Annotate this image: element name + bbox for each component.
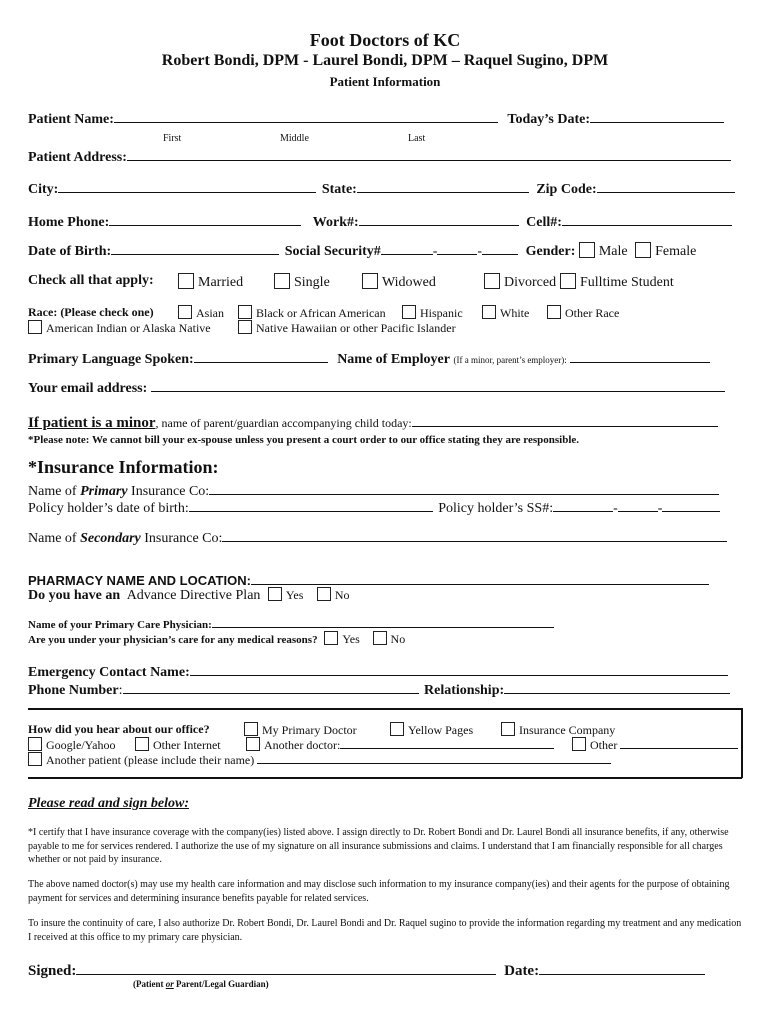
relationship-field[interactable]	[504, 679, 730, 694]
other-race-checkbox[interactable]	[547, 305, 561, 319]
single-checkbox[interactable]	[274, 273, 290, 289]
city-label: City:	[28, 182, 59, 197]
race-label: Race: (Please check one)	[28, 305, 154, 319]
patient-name-row	[28, 108, 742, 128]
race-row-1	[28, 305, 742, 320]
primary-word: Primary	[80, 484, 128, 499]
another-doctor-label: Another doctor:	[264, 738, 341, 752]
guardian-field[interactable]	[412, 412, 718, 427]
referral-box-top	[28, 708, 742, 710]
zip-label: Zip Code:	[536, 182, 597, 197]
married-label: Married	[198, 275, 244, 290]
pcp-row	[28, 616, 742, 631]
other-checkbox[interactable]	[572, 737, 586, 751]
first-sublabel: First	[163, 133, 182, 144]
emergency-field[interactable]	[190, 661, 728, 676]
secondary-insurance-co: Insurance Co:	[140, 531, 223, 546]
signature-row	[28, 960, 742, 980]
zip-field[interactable]	[597, 178, 735, 193]
native-hawaiian-label: Native Hawaiian or other Pacific Islander	[256, 321, 456, 335]
native-hawaiian-checkbox[interactable]	[238, 320, 252, 334]
dob-label: Date of Birth:	[28, 244, 112, 259]
referral-row-3	[28, 752, 742, 768]
holder-dob-label: Policy holder’s date of birth:	[28, 501, 189, 516]
male-checkbox[interactable]	[579, 242, 595, 258]
pcp-yes-checkbox[interactable]	[324, 631, 338, 645]
pcp-no-label: No	[390, 632, 406, 646]
gender-label: Gender:	[525, 244, 576, 259]
cell-label: Cell#:	[526, 215, 562, 230]
emergency-phone-label: Phone Number	[28, 683, 119, 698]
minor-label: If patient is a minor	[28, 415, 156, 431]
signer-note-pre: (Patient	[133, 979, 166, 989]
asian-checkbox[interactable]	[178, 305, 192, 319]
last-sublabel: Last	[408, 133, 426, 144]
secondary-name-of: Name of	[28, 531, 81, 546]
another-doctor-checkbox[interactable]	[246, 737, 260, 751]
directive-yes-label: Yes	[285, 588, 304, 602]
todays-date-label: Today’s Date:	[507, 112, 590, 127]
referral-row-2	[28, 737, 742, 753]
sign-heading: Please read and sign below:	[28, 796, 189, 811]
holder-ss-field-3[interactable]	[662, 497, 720, 512]
dob-row: Date of Birth: Social Security# - - Gender: Male Female	[28, 240, 742, 260]
google-label: Google/Yahoo	[46, 738, 116, 752]
pharmacy-label: PHARMACY NAME AND LOCATION:	[28, 573, 251, 588]
signer-note	[133, 979, 742, 989]
another-doctor-field[interactable]	[340, 737, 554, 749]
minor-note: *Please note: We cannot bill your ex-spouse unless you present a court order to our office stating they are responsible.	[28, 434, 580, 446]
widowed-checkbox[interactable]	[362, 273, 378, 289]
status-row	[28, 273, 742, 289]
date-label: Date:	[504, 963, 540, 979]
signer-note-or: or	[165, 979, 174, 989]
secondary-word: Secondary	[80, 531, 141, 546]
holder-ss-field-1[interactable]	[553, 497, 613, 512]
pcp-no-checkbox[interactable]	[373, 631, 387, 645]
ssn-label: Social Security#	[284, 244, 381, 259]
employer-field[interactable]	[570, 348, 710, 363]
holder-dob-field[interactable]	[189, 497, 433, 512]
directive-row	[28, 587, 742, 604]
cell-field[interactable]	[562, 211, 732, 226]
other-label: Other	[590, 738, 618, 752]
another-patient-checkbox[interactable]	[28, 752, 42, 766]
female-label: Female	[655, 244, 697, 259]
email-row	[28, 377, 742, 397]
directive-rest: Advance Directive Plan	[126, 588, 261, 603]
google-checkbox[interactable]	[28, 737, 42, 751]
holder-row: Policy holder’s date of birth: Policy holder’s SS#: - -	[28, 497, 742, 517]
todays-date-field[interactable]	[590, 108, 724, 123]
email-field[interactable]	[151, 377, 725, 392]
email-label: Your email address:	[28, 381, 148, 396]
my-primary-doctor-checkbox[interactable]	[244, 722, 258, 736]
another-patient-label: Another patient (please include their name)	[46, 753, 255, 767]
holder-ss-label: Policy holder’s SS#:	[438, 501, 554, 516]
fulltime-student-label: Fulltime Student	[580, 275, 674, 290]
pcp-question: Are you under your physician’s care for any medical reasons?	[28, 634, 318, 646]
divorced-checkbox[interactable]	[484, 273, 500, 289]
primary-name-of: Name of	[28, 484, 81, 499]
secondary-insurance-field[interactable]	[222, 527, 727, 542]
primary-insurance-co: Insurance Co:	[127, 484, 210, 499]
phone-row	[28, 211, 742, 231]
pcp-label: Name of your Primary Care Physician:	[28, 619, 212, 631]
address-row	[28, 146, 742, 166]
directive-bold: Do you have an	[28, 588, 121, 603]
yellow-pages-label: Yellow Pages	[408, 723, 474, 737]
language-field[interactable]	[194, 348, 328, 363]
referral-question: How did you hear about our office?	[28, 722, 210, 736]
signer-note-post: Parent/Legal Guardian)	[173, 979, 269, 989]
white-checkbox[interactable]	[482, 305, 496, 319]
home-phone-label: Home Phone:	[28, 215, 110, 230]
referral-row-1	[28, 722, 742, 737]
hispanic-label: Hispanic	[420, 306, 463, 320]
state-label: State:	[321, 182, 357, 197]
yellow-pages-checkbox[interactable]	[390, 722, 404, 736]
sign-date-field[interactable]	[539, 960, 705, 975]
pcp-yes-label: Yes	[342, 632, 360, 646]
pharmacy-field[interactable]	[251, 570, 709, 585]
black-checkbox[interactable]	[238, 305, 252, 319]
state-field[interactable]	[357, 178, 529, 193]
signature-field[interactable]	[76, 960, 496, 975]
white-label: White	[500, 306, 530, 320]
other-internet-label: Other Internet	[153, 738, 221, 752]
directive-no-checkbox[interactable]	[317, 587, 331, 601]
male-label: Male	[598, 244, 628, 259]
insurance-company-checkbox[interactable]	[501, 722, 515, 736]
race-row-2	[28, 320, 742, 336]
language-row	[28, 348, 742, 368]
disclosure-paragraph: The above named doctor(s) may use my health care information and may disclose such information to my insurance company(ies) and their agents for the purpose of obtaining payment for services and determining insurance benefits payable for related services.	[28, 879, 730, 904]
middle-sublabel: Middle	[280, 133, 309, 144]
ssn-field-2[interactable]	[437, 240, 477, 255]
directive-yes-checkbox[interactable]	[268, 587, 282, 601]
divorced-label: Divorced	[504, 275, 557, 290]
pcp-field[interactable]	[212, 616, 554, 628]
emergency-phone-field[interactable]	[123, 679, 419, 694]
city-field[interactable]	[58, 178, 316, 193]
hispanic-checkbox[interactable]	[402, 305, 416, 319]
ssn-field-1[interactable]	[381, 240, 433, 255]
emergency-phone-row: Phone Number: Relationship:	[28, 679, 742, 699]
employer-label: Name of Employer	[337, 352, 450, 367]
secondary-insurance-row	[28, 527, 742, 547]
american-indian-label: American Indian or Alaska Native	[46, 321, 211, 335]
emergency-row	[28, 661, 742, 681]
asian-label: Asian	[196, 306, 224, 320]
continuity-paragraph: To insure the continuity of care, I also authorize Dr. Robert Bondi, Dr. Laurel Bondi and Dr. Raquel sugino to provide the information regarding my treatment and any medication I received at this office to my primary care physician.	[28, 918, 742, 943]
work-field[interactable]	[359, 211, 519, 226]
other-internet-checkbox[interactable]	[135, 737, 149, 751]
signed-label: Signed:	[28, 963, 77, 979]
pcp-care-row	[28, 631, 742, 647]
my-primary-doctor-label: My Primary Doctor	[262, 723, 357, 737]
married-checkbox[interactable]	[178, 273, 194, 289]
practice-name: Foot Doctors of KC	[309, 30, 461, 50]
single-label: Single	[294, 275, 330, 290]
primary-insurance-field[interactable]	[209, 480, 719, 495]
language-label: Primary Language Spoken:	[28, 352, 194, 367]
insurance-heading: *Insurance Information:	[28, 457, 219, 477]
address-field[interactable]	[127, 146, 731, 161]
another-patient-field[interactable]	[257, 752, 611, 764]
widowed-label: Widowed	[382, 275, 436, 290]
work-label: Work#:	[312, 215, 359, 230]
patient-name-field[interactable]	[114, 108, 498, 123]
dob-field[interactable]	[111, 240, 279, 255]
fulltime-student-checkbox[interactable]	[560, 273, 576, 289]
female-checkbox[interactable]	[635, 242, 651, 258]
address-label: Patient Address:	[28, 150, 127, 165]
form-subtitle: Patient Information	[329, 74, 441, 89]
holder-ss-field-2[interactable]	[618, 497, 658, 512]
other-field[interactable]	[620, 737, 738, 749]
insurance-company-label: Insurance Company	[519, 723, 616, 737]
minor-row	[28, 412, 742, 432]
doctors-line: Robert Bondi, DPM - Laurel Bondi, DPM – Raquel Sugino, DPM	[161, 52, 609, 69]
ssn-field-3[interactable]	[482, 240, 518, 255]
other-race-label: Other Race	[565, 306, 620, 320]
emergency-label: Emergency Contact Name:	[28, 665, 190, 680]
directive-no-label: No	[334, 588, 350, 602]
black-label: Black or African American	[256, 306, 386, 320]
minor-text: , name of parent/guardian accompanying child today:	[155, 416, 412, 430]
city-row	[28, 178, 742, 198]
relationship-label: Relationship:	[424, 683, 505, 698]
american-indian-checkbox[interactable]	[28, 320, 42, 334]
home-phone-field[interactable]	[109, 211, 301, 226]
employer-note: (If a minor, parent’s employer):	[453, 355, 567, 365]
referral-box-bottom	[28, 777, 742, 779]
status-label: Check all that apply:	[28, 273, 154, 288]
certify-paragraph: *I certify that I have insurance coverage with the company(ies) listed above. I assign directly to Dr. Robert Bondi and Dr. Laurel Bondi all insurance benefits, if any, otherwise payable to me for services rendered. I authorize the use of my signature on all insurance submissions and claims. I understand that I am financially responsible for all charges whether or not paid by insurance.	[28, 827, 729, 865]
patient-name-label: Patient Name:	[28, 112, 114, 127]
